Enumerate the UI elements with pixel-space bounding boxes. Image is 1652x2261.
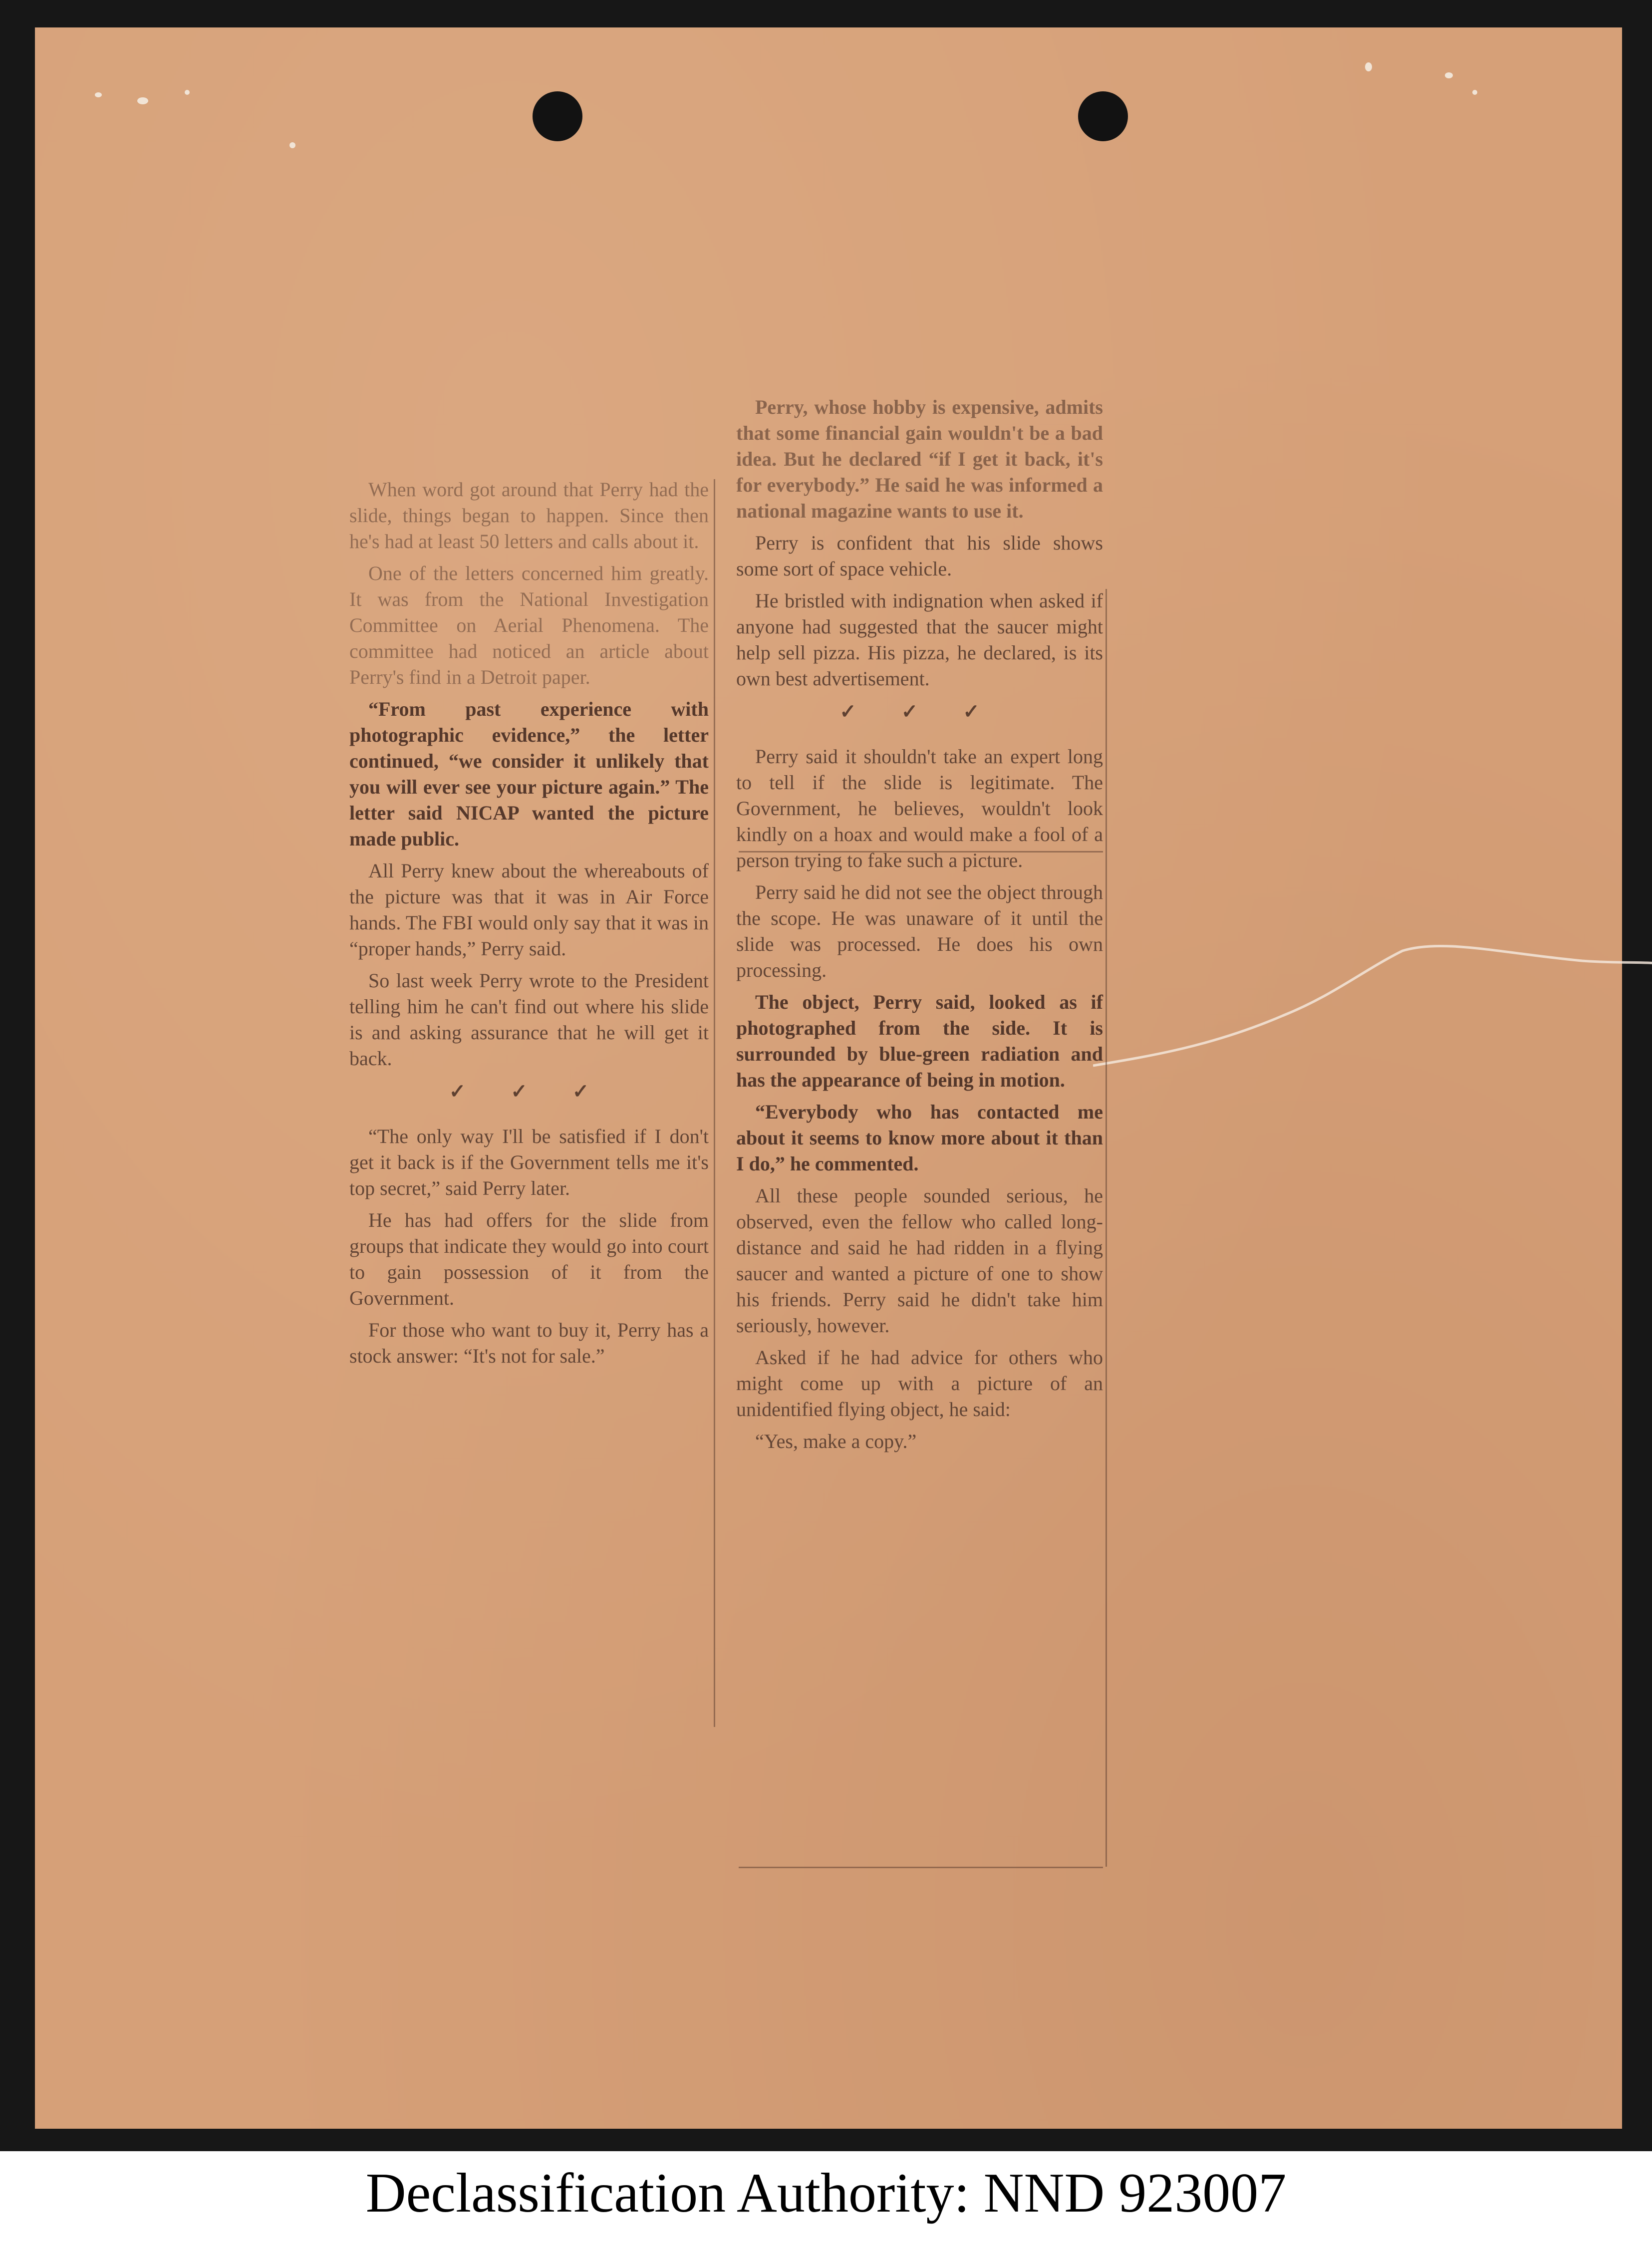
article-paragraph: Perry said it shouldn't take an expert long to tell if the slide is legitimate. The Government, he believes, wouldn't look kindly on a hoax and would make a fool of a person trying to fake such a picture. xyxy=(736,745,1103,871)
paper-damage-speck xyxy=(137,97,148,104)
article-paragraph: For those who want to buy it, Perry has a stock answer: “It's not for sale.” xyxy=(349,1319,709,1367)
article-paragraph: “Yes, make a copy.” xyxy=(755,1430,917,1452)
paper-damage-speck xyxy=(185,90,190,95)
article-paragraph: “The only way I'll be satisfied if I don't get it back is if the Government tells me it's top secret,” said Perry later. xyxy=(349,1125,709,1199)
article-paragraph: All Perry knew about the whereabouts of the picture was that it was in Air Force hands. The FBI would only say that it was in “proper hands,” Perry said. xyxy=(349,859,709,960)
section-separator: ✓ ✓ ✓ xyxy=(839,700,1000,723)
column-rule xyxy=(714,479,715,1727)
article-paragraph: All these people sounded serious, he observed, even the fellow who called long-distance and said he had ridden in a flying saucer and wanted a picture of one to show his friends. Perry said he didn't take him seriously, however. xyxy=(736,1184,1103,1337)
punch-hole-right xyxy=(1078,91,1128,141)
article-paragraph: “Everybody who has contacted me about it seems to know more about it than I do,” he commented. xyxy=(736,1101,1103,1175)
article-paragraph: Asked if he had advice for others who might come up with a picture of an unidentified flying object, he said: xyxy=(736,1346,1103,1420)
punch-hole-left xyxy=(533,91,582,141)
article-paragraph: He has had offers for the slide from groups that indicate they would go into court to gain possession of it from the Government. xyxy=(349,1209,709,1309)
article-paragraph: So last week Perry wrote to the President telling him he can't find out where his slide is and asking assurance that he will get it back. xyxy=(349,969,709,1070)
section-rule xyxy=(739,1867,1103,1868)
article-paragraph: When word got around that Perry had the slide, things began to happen. Since then he's had at least 50 letters and calls about it. xyxy=(349,478,709,553)
article-paragraph: Perry, whose hobby is expensive, admits that some financial gain wouldn't be a bad idea. But he declared “if I get it back, it's for everybody.” He said he was informed a national magazine wants to use it. xyxy=(736,396,1103,522)
article-paragraph: Perry said he did not see the object through the scope. He was unaware of it until the slide was processed. He does his own processing. xyxy=(736,881,1103,981)
section-separator: ✓ ✓ ✓ xyxy=(449,1080,609,1103)
column-rule xyxy=(1105,589,1107,1867)
article-paragraph: One of the letters concerned him greatly. It was from the National Investigation Committee on Aerial Phenomena. The committee had noticed an article about Perry's find in a Detroit paper. xyxy=(349,562,709,688)
article-paragraph: “From past experience with photographic evidence,” the letter continued, “we consider it unlikely that you will ever see your picture again.” The letter said NICAP wanted the picture made public. xyxy=(349,698,709,850)
paper-damage-speck xyxy=(1445,72,1453,78)
article-paragraph: Perry is confident that his slide shows some sort of space vehicle. xyxy=(736,532,1103,580)
paper-damage-speck xyxy=(289,142,295,148)
declassification-footer: Declassification Authority: NND 923007 xyxy=(365,2162,1287,2224)
paper-crease xyxy=(1093,941,1652,1091)
paper-damage-speck xyxy=(95,92,102,97)
article-paragraph: He bristled with indignation when asked if anyone had suggested that the saucer might help sell pizza. His pizza, he declared, is its own best advertisement. xyxy=(736,589,1103,690)
article-column-right xyxy=(736,394,1103,1460)
article-column-left xyxy=(349,477,709,1375)
article-paragraph: The object, Perry said, looked as if photographed from the side. It is surrounded by blue-green radiation and has the appearance of being in motion. xyxy=(736,991,1103,1091)
paper-damage-speck xyxy=(1472,90,1477,95)
paper-damage-speck xyxy=(1365,62,1372,71)
